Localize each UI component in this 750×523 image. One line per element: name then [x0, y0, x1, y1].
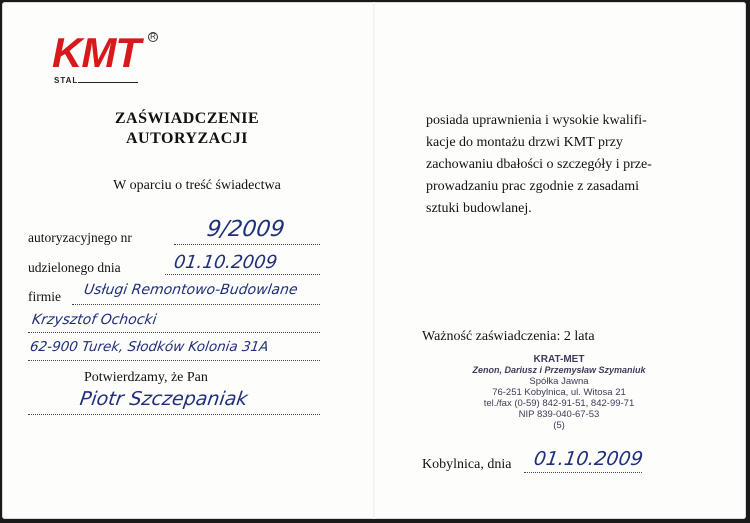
- logo-brand: KMT: [52, 29, 140, 76]
- logo-underline: [78, 82, 138, 83]
- stamp-line: (5): [553, 420, 565, 431]
- stamp-line: 76-251 Kobylnica, ul. Witosa 21: [492, 387, 626, 398]
- auth-number-value: 9/2009: [205, 217, 287, 242]
- intro-text: W oparciu o treść świadectwa: [113, 178, 281, 193]
- person-name: Piotr Szczepaniak: [78, 388, 250, 410]
- issued-value: 01.10.2009: [172, 252, 279, 273]
- stamp-line: KRAT-MET: [533, 354, 585, 365]
- place-date-dots: [524, 472, 642, 473]
- logo-sub: STAL: [54, 76, 79, 85]
- auth-number-label: autoryzacyjnego nr: [28, 230, 132, 245]
- page-fold: [373, 2, 375, 519]
- kmt-logo: [52, 29, 162, 88]
- qualification-line: sztuki budowlanej.: [426, 201, 532, 216]
- qualification-line: zachowaniu dbałości o szczegóły i prze-: [426, 157, 652, 172]
- stamp-line: NIP 839-040-67-53: [518, 409, 600, 420]
- firm-value-2: Krzysztof Ochocki: [30, 312, 158, 328]
- firm-value-3: 62-900 Turek, Słodków Kolonia 31A: [28, 339, 270, 355]
- stamp-line: Zenon, Dariusz i Przemysław Szymaniuk: [472, 365, 646, 375]
- qualification-line: prowadzaniu prac zgodnie z zasadami: [426, 179, 640, 194]
- qualification-text: [426, 110, 698, 220]
- firm-label: firmie: [28, 289, 61, 304]
- auth-number-dots: [174, 244, 320, 245]
- qualification-line: kacje do montażu drzwi KMT przy: [426, 135, 623, 150]
- firm-dots-1: [72, 304, 320, 305]
- company-stamp: [454, 354, 664, 431]
- firm-dots-2: [28, 332, 320, 333]
- qualification-line: posiada uprawnienia i wysokie kwalifi-: [426, 113, 647, 128]
- stamp-line: tel./fax (0-59) 842-91-51, 842-99-71: [483, 398, 635, 409]
- place-date-value: 01.10.2009: [532, 448, 645, 470]
- issued-label: udzielonego dnia: [28, 260, 121, 275]
- place-date-label: Kobylnica, dnia: [422, 457, 512, 472]
- logo-registered-mark: R: [148, 32, 158, 42]
- stamp-line: Spółka Jawna: [529, 376, 589, 387]
- certificate-page: [2, 2, 746, 519]
- title-line-1: ZAŚWIADCZENIE: [114, 110, 260, 127]
- person-dots: [28, 414, 320, 415]
- firm-dots-3: [28, 360, 320, 361]
- issued-dots: [165, 274, 320, 275]
- validity-text: Ważność zaświadczenia: 2 lata: [422, 329, 595, 344]
- title-line-2: AUTORYZACJI: [126, 130, 248, 147]
- firm-value-1: Usługi Remontowo-Budowlane: [82, 282, 299, 298]
- confirm-text: Potwierdzamy, że Pan: [84, 370, 208, 385]
